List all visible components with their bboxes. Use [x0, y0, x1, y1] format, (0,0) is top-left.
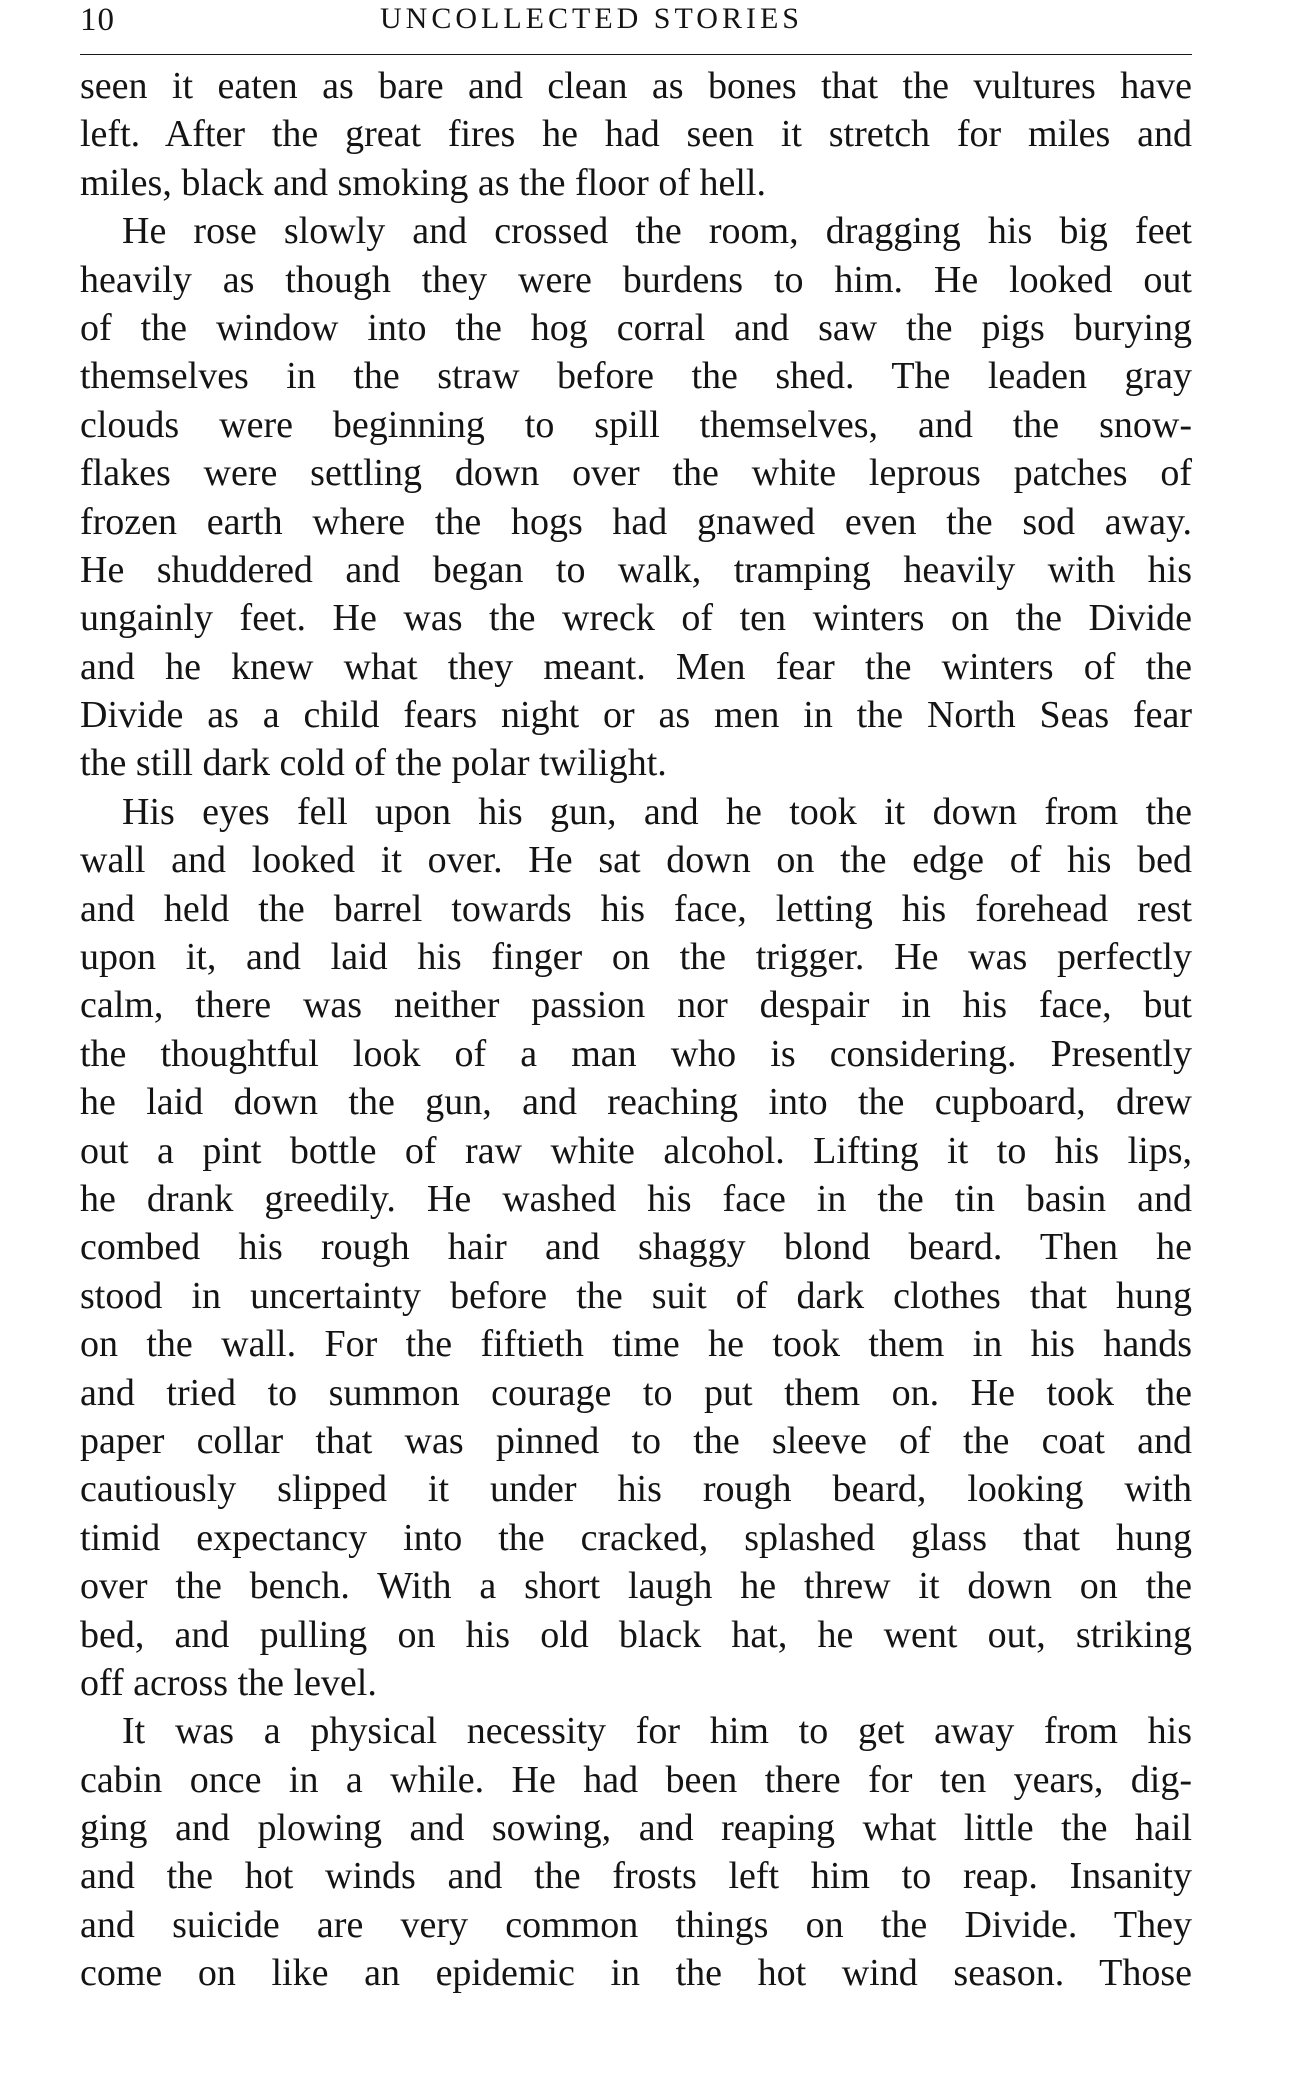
text-line: He shuddered and began to walk, tramping heavily with his [80, 548, 1192, 591]
text-line: on the wall. For the fiftieth time he took them in his hands [80, 1323, 1192, 1366]
text-line: he drank greedily. He washed his face in the tin basin and [80, 1177, 1192, 1220]
text-line: paper collar that was pinned to the sleeve of the coat and [80, 1419, 1192, 1462]
page-number: 10 [80, 2, 115, 38]
text-line: and he knew what they meant. Men fear the winters of the [80, 645, 1192, 688]
book-page [80, 0, 1192, 1995]
paragraph [80, 62, 1192, 207]
text-line: cabin once in a while. He had been there for ten years, dig- [80, 1758, 1192, 1801]
text-line: miles, black and smoking as the floor of hell. [80, 161, 766, 204]
text-line: and the hot winds and the frosts left him to reap. Insanity [80, 1855, 1192, 1898]
text-line: stood in uncertainty before the suit of dark clothes that hung [80, 1274, 1192, 1317]
text-line: out a pint bottle of raw white alcohol. Lifting it to his lips, [80, 1129, 1192, 1172]
text-line: and held the barrel towards his face, letting his forehead rest [80, 887, 1192, 930]
text-line: His eyes fell upon his gun, and he took it down from the [122, 790, 1192, 833]
text-line: flakes were settling down over the white leprous patches of [80, 452, 1192, 495]
text-line: clouds were beginning to spill themselves, and the snow- [80, 403, 1192, 446]
paragraph [80, 788, 1192, 1707]
text-line: wall and looked it over. He sat down on the edge of his bed [80, 839, 1192, 882]
paragraph [80, 207, 1192, 788]
text-line: combed his rough hair and shaggy blond beard. Then he [80, 1226, 1192, 1269]
text-line: ungainly feet. He was the wreck of ten winters on the Divide [80, 597, 1192, 640]
text-line: themselves in the straw before the shed. The leaden gray [80, 355, 1192, 398]
text-line: he laid down the gun, and reaching into the cupboard, drew [80, 1081, 1192, 1124]
paragraph [80, 1707, 1192, 1997]
text-line: come on like an epidemic in the hot wind season. Those [80, 1952, 1192, 1995]
text-line: heavily as though they were burdens to him. He looked out [80, 258, 1192, 301]
text-line: He rose slowly and crossed the room, dragging his big feet [122, 210, 1192, 253]
text-line: Divide as a child fears night or as men in the North Seas fear [80, 694, 1192, 737]
page-header [80, 0, 1192, 54]
running-head: UNCOLLECTED STORIES [380, 2, 803, 35]
text-line: the thoughtful look of a man who is considering. Presently [80, 1032, 1192, 1075]
text-line: ging and plowing and sowing, and reaping what little the hail [80, 1807, 1192, 1850]
text-line: timid expectancy into the cracked, splashed glass that hung [80, 1516, 1192, 1559]
text-line: cautiously slipped it under his rough beard, looking with [80, 1468, 1192, 1511]
text-line: It was a physical necessity for him to get away from his [122, 1710, 1192, 1753]
text-line: calm, there was neither passion nor despair in his face, but [80, 984, 1192, 1027]
text-line: the still dark cold of the polar twilight. [80, 742, 667, 785]
text-line: frozen earth where the hogs had gnawed even the sod away. [80, 500, 1192, 543]
header-rule [80, 54, 1192, 55]
text-line: and suicide are very common things on the Divide. They [80, 1903, 1192, 1946]
text-line: off across the level. [80, 1661, 377, 1704]
text-line: of the window into the hog corral and saw the pigs burying [80, 306, 1192, 349]
body-text [80, 62, 1192, 1998]
text-line: seen it eaten as bare and clean as bones that the vultures have [80, 65, 1192, 107]
text-line: bed, and pulling on his old black hat, he went out, striking [80, 1613, 1192, 1656]
text-line: and tried to summon courage to put them on. He took the [80, 1371, 1192, 1414]
text-line: over the bench. With a short laugh he threw it down on the [80, 1565, 1192, 1608]
text-line: upon it, and laid his finger on the trigger. He was perfectly [80, 936, 1192, 979]
text-line: left. After the great fires he had seen it stretch for miles and [80, 113, 1192, 156]
